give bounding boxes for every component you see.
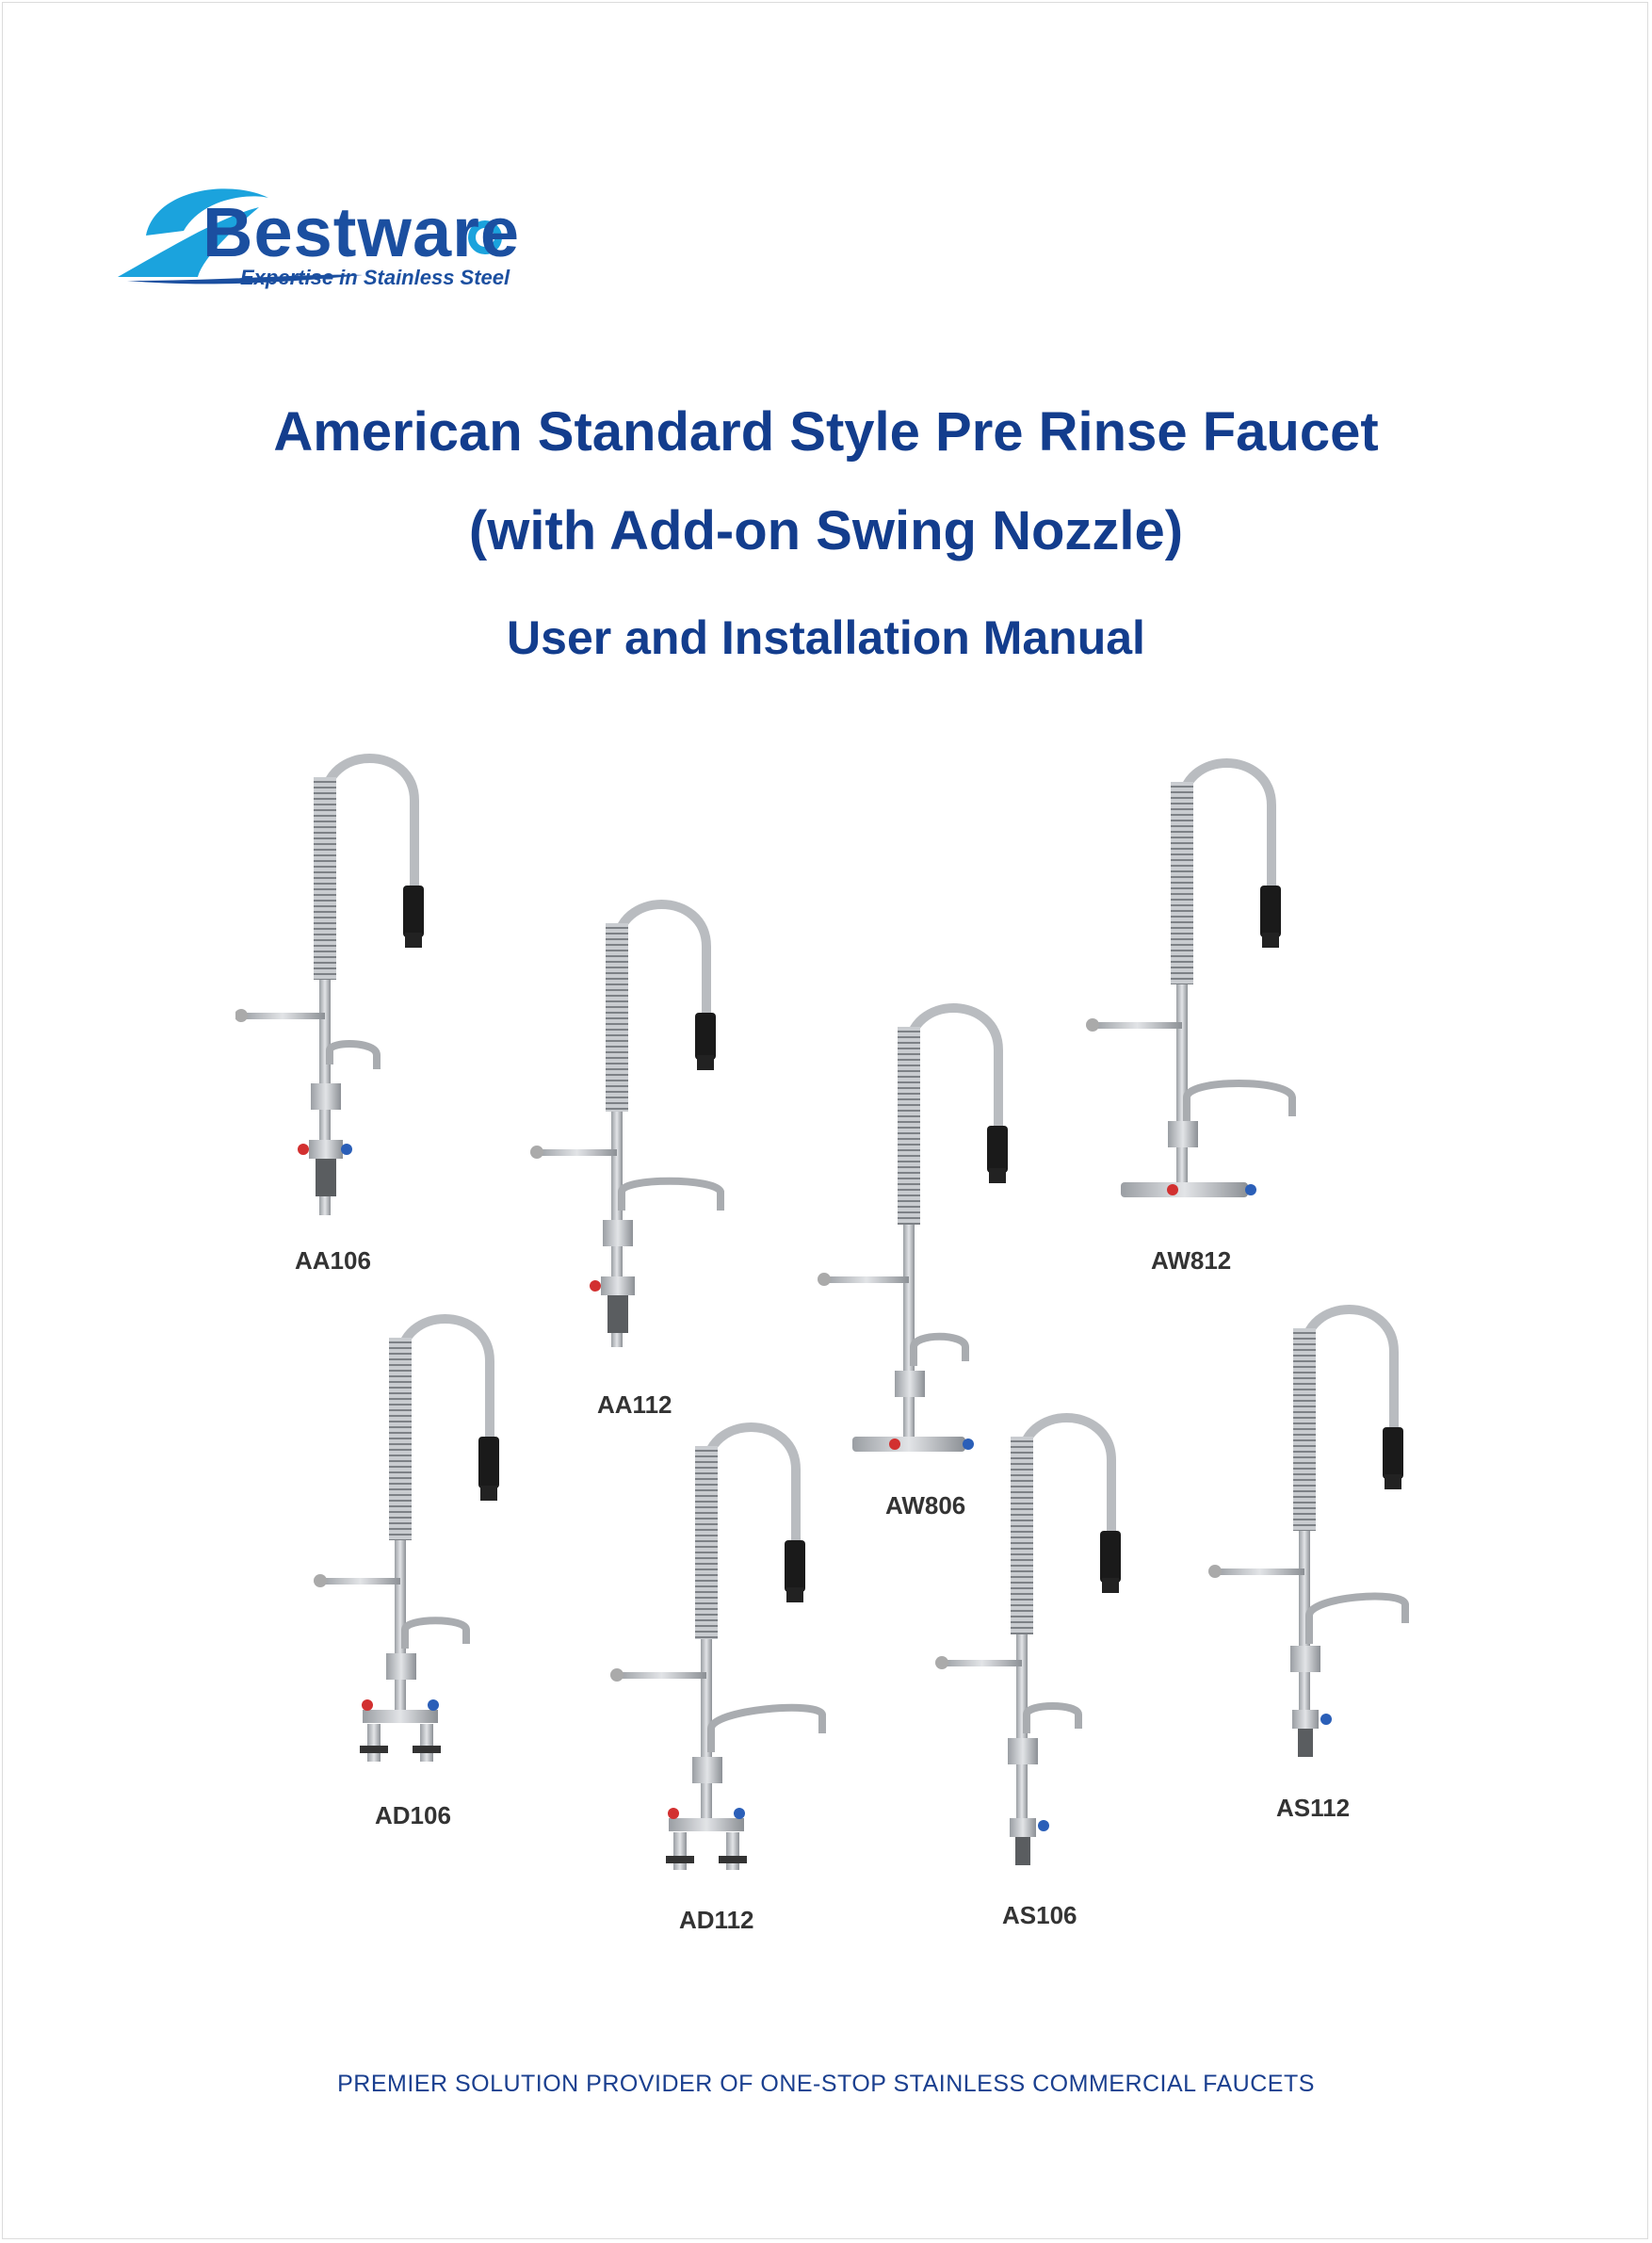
document-title: American Standard Style Pre Rinse Faucet bbox=[273, 401, 1379, 463]
model-label-aw812: AW812 bbox=[1151, 1246, 1232, 1275]
faucet-image-aw812 bbox=[1083, 749, 1309, 1239]
model-label-aw806: AW806 bbox=[885, 1491, 966, 1520]
model-label-ad112: AD112 bbox=[679, 1906, 754, 1934]
brand-logo bbox=[118, 179, 551, 301]
faucet-image-ad112 bbox=[607, 1413, 834, 1894]
faucet-image-aa106 bbox=[235, 744, 452, 1234]
footer-slogan: PREMIER SOLUTION PROVIDER OF ONE-STOP STAINLESS COMMERCIAL FAUCETS bbox=[337, 2071, 1315, 2097]
brand-name: Bestware bbox=[202, 193, 521, 271]
faucet-image-aw806 bbox=[810, 994, 1027, 1474]
manual-type: User and Installation Manual bbox=[507, 611, 1145, 664]
model-label-as106: AS106 bbox=[1002, 1901, 1077, 1929]
model-label-aa112: AA112 bbox=[597, 1390, 672, 1419]
model-label-as112: AS112 bbox=[1276, 1794, 1351, 1822]
model-label-ad106: AD106 bbox=[375, 1801, 451, 1829]
faucet-image-ad106 bbox=[311, 1305, 527, 1785]
model-label-aa106: AA106 bbox=[295, 1246, 371, 1275]
faucet-image-as106 bbox=[932, 1404, 1149, 1884]
document-subtitle: (with Add-on Swing Nozzle) bbox=[468, 500, 1184, 561]
brand-tagline: Expertise in Stainless Steel bbox=[240, 266, 510, 289]
faucet-image-as112 bbox=[1206, 1295, 1432, 1776]
faucet-image-aa112 bbox=[527, 890, 744, 1361]
